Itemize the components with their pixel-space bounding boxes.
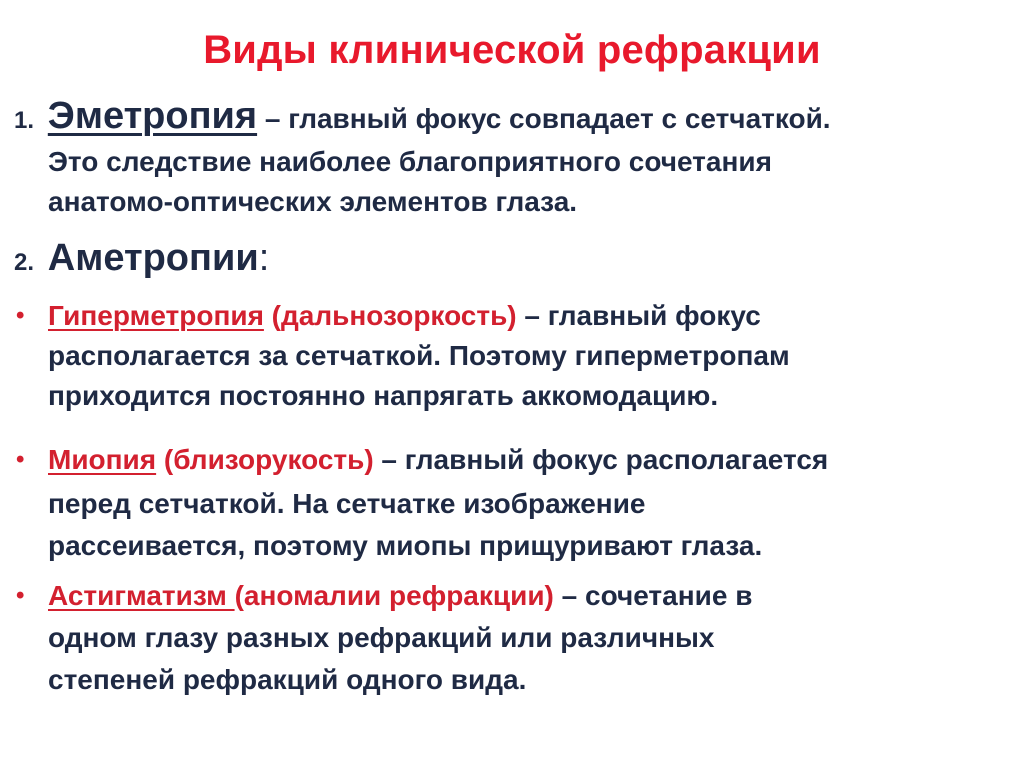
item2-line	[14, 238, 269, 283]
bullet3-text-line3: степеней рефракций одного вида.	[48, 664, 527, 695]
bullet1-term: Гиперметропия	[48, 300, 264, 331]
bullet2-term: Миопия	[48, 444, 157, 475]
item1-text-line3: анатомо-оптических элементов глаза.	[48, 186, 578, 217]
bullet2-text-line3: рассеивается, поэтому миопы прищуривают глаза.	[48, 530, 763, 561]
bullet3-line1	[48, 576, 752, 616]
bullet1-line1	[48, 296, 761, 336]
bullet2-paren: (близорукость)	[156, 444, 374, 475]
bullet-marker: •	[16, 582, 25, 609]
bullet2-text-line2: перед сетчаткой. На сетчатке изображение	[48, 488, 646, 519]
item2-term: Аметропии	[47, 237, 259, 279]
item1-number: 1.	[14, 107, 35, 134]
item2-colon: :	[258, 237, 270, 279]
bullet2-line1	[48, 440, 828, 480]
bullet3-text-line2: одном глазу разных рефракций или различных	[48, 622, 715, 653]
bullet3-paren: (аномалии рефракции)	[234, 580, 554, 611]
item2-number: 2.	[14, 249, 35, 276]
item1-term: Эметропия	[47, 95, 258, 137]
item1-text-line1: – главный фокус совпадает с сетчаткой.	[257, 103, 831, 134]
item1-line1	[14, 96, 831, 141]
bullet2-text-line1: – главный фокус располагается	[373, 444, 829, 475]
bullet-marker: •	[16, 302, 25, 329]
bullet1-text-line3: приходится постоянно напрягать аккомодацию.	[48, 380, 719, 411]
slide-title: Виды клинической рефракции	[203, 28, 821, 72]
bullet-marker: •	[16, 446, 25, 473]
bullet3-text-line1: – сочетание в	[553, 580, 753, 611]
bullet1-text-line1: – главный фокус	[516, 300, 761, 331]
bullet1-text-line2: располагается за сетчаткой. Поэтому гиперметропам	[48, 340, 790, 371]
bullet3-term: Астигматизм	[48, 580, 235, 611]
bullet1-paren: (дальнозоркость)	[263, 300, 517, 331]
item1-text-line2: Это следствие наиболее благоприятного сочетания	[48, 146, 772, 177]
